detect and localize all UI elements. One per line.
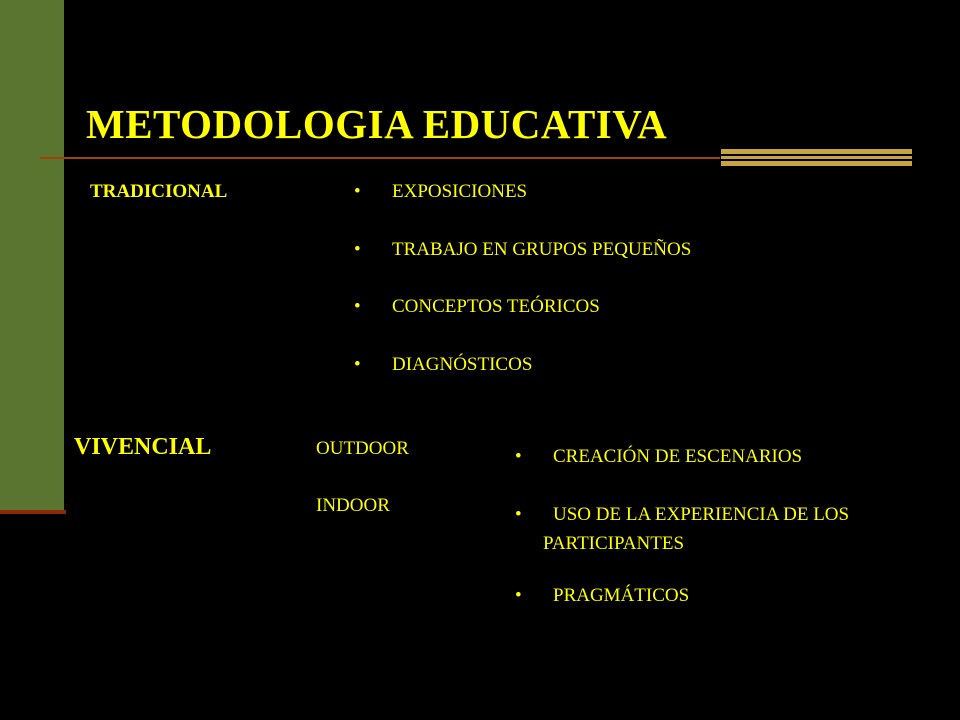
experiential-label: VIVENCIAL: [74, 434, 212, 460]
list-item-text: EXPOSICIONES: [392, 181, 528, 202]
bullet-icon: •: [354, 353, 361, 375]
list-item-text: PRAGMÁTICOS: [553, 585, 690, 606]
left-accent-bar: [0, 0, 64, 512]
setting-outdoor: OUTDOOR: [316, 438, 409, 459]
list-item-text: CREACIÓN DE ESCENARIOS: [553, 446, 803, 467]
bullet-icon: •: [515, 504, 522, 525]
list-item-text-continued: PARTICIPANTES: [543, 533, 685, 554]
list-item-text: USO DE LA EXPERIENCIA DE LOS: [553, 504, 850, 525]
list-item-text: DIAGNÓSTICOS: [392, 353, 533, 375]
list-item-text: CONCEPTOS TEÓRICOS: [392, 296, 600, 317]
title-divider: [40, 157, 720, 159]
left-bar-underline: [0, 510, 66, 514]
list-item-text: TRABAJO EN GRUPOS PEQUEÑOS: [392, 238, 692, 260]
slide-title: METODOLOGIA EDUCATIVA: [86, 101, 668, 147]
bullet-icon: •: [354, 238, 361, 260]
bullet-icon: •: [354, 181, 361, 202]
bullet-icon: •: [515, 446, 522, 467]
bullet-icon: •: [515, 585, 522, 606]
setting-indoor: INDOOR: [316, 495, 390, 516]
traditional-label: TRADICIONAL: [90, 181, 228, 202]
accent-stripes: [721, 149, 912, 166]
bullet-icon: •: [354, 296, 361, 317]
